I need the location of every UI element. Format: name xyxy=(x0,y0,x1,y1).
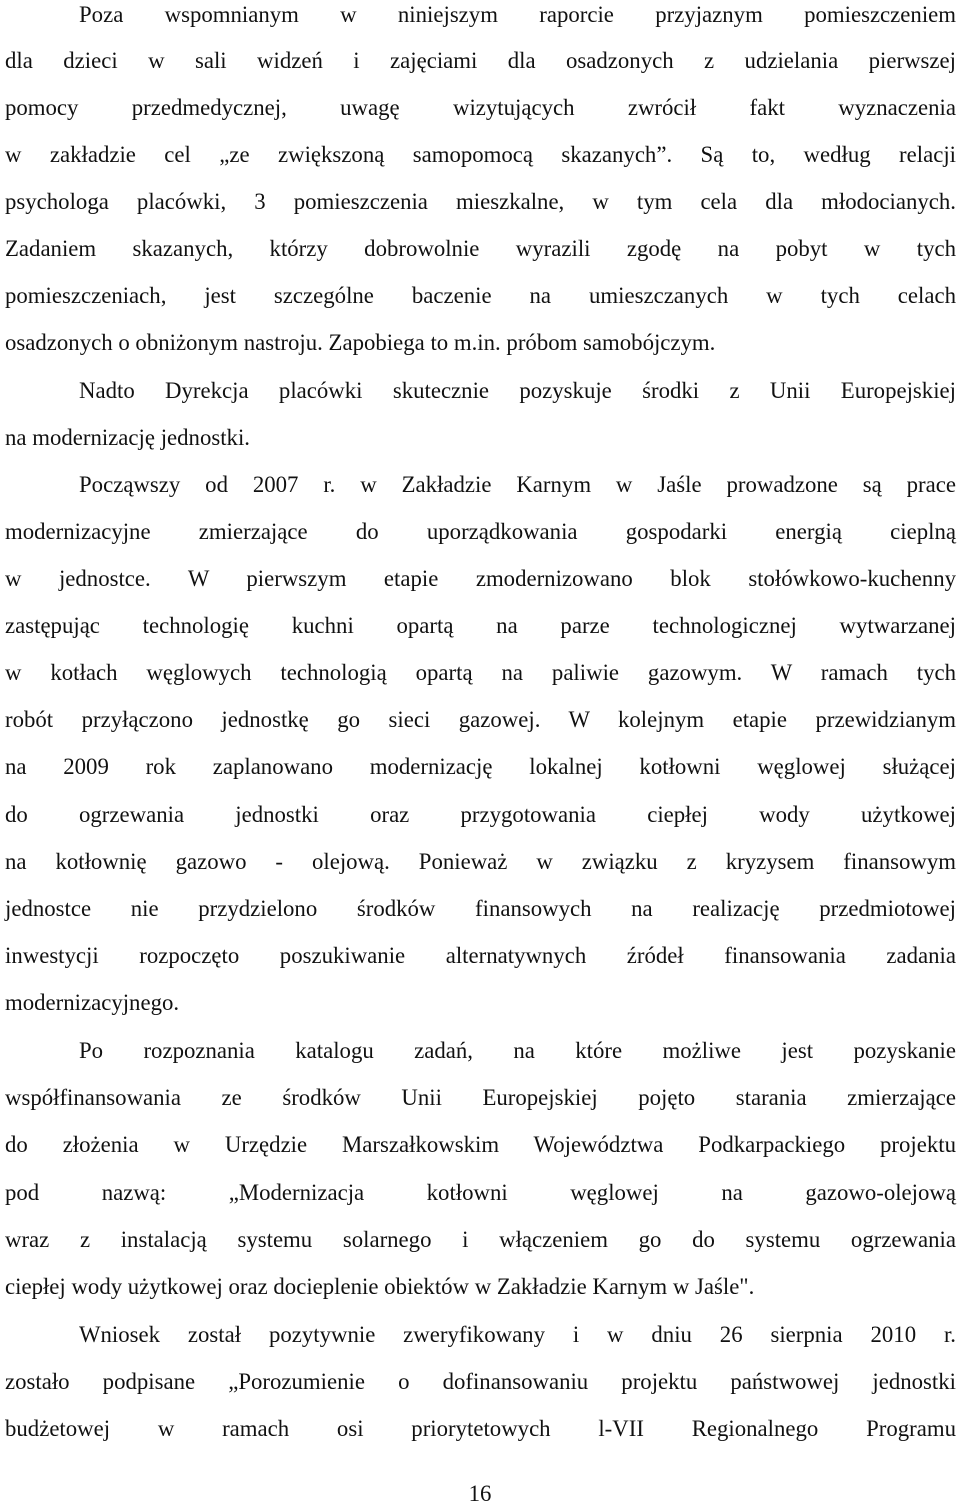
text-line: modernizacyjnego. xyxy=(5,990,180,1015)
text-line: w kotłach węglowych technologią opartą na paliwie gazowym. W ramach tych xyxy=(5,660,956,685)
text-line: ciepłej wody użytkowej oraz docieplenie obiektów w Zakładzie Karnym w Jaśle". xyxy=(5,1274,755,1299)
text-line: na modernizację jednostki. xyxy=(5,425,250,450)
text-line: do złożenia w Urzędzie Marszałkowskim Województwa Podkarpackiego projektu xyxy=(5,1132,956,1157)
text-line: w zakładzie cel „ze zwiększoną samopomocą skazanych”. Są to, według relacji xyxy=(5,142,956,167)
text-line: Zadaniem skazanych, którzy dobrowolnie wyrazili zgodę na pobyt w tych xyxy=(5,236,956,261)
text-line: Nadto Dyrekcja placówki skutecznie pozyskuje środki z Unii Europejskiej xyxy=(79,378,956,403)
text-line: dla dzieci w sali widzeń i zajęciami dla osadzonych z udzielania pierwszej xyxy=(5,48,956,73)
text-line: psychologa placówki, 3 pomieszczenia mieszkalne, w tym cela dla młodocianych. xyxy=(5,189,956,214)
text-line: modernizacyjne zmierzające do uporządkowania gospodarki energią cieplną xyxy=(5,519,956,544)
text-line: zostało podpisane „Porozumienie o dofinansowaniu projektu państwowej jednostki xyxy=(5,1369,956,1394)
text-line: współfinansowania ze środków Unii Europejskiej pojęto starania zmierzające xyxy=(5,1085,956,1110)
text-line: pomieszczeniach, jest szczególne baczenie na umieszczanych w tych celach xyxy=(5,283,956,308)
text-line: do ogrzewania jednostki oraz przygotowania ciepłej wody użytkowej xyxy=(5,802,956,827)
text-line: pomocy przedmedycznej, uwagę wizytujących zwrócił fakt wyznaczenia xyxy=(5,95,956,120)
text-line: zastępując technologię kuchni opartą na parze technologicznej wytwarzanej xyxy=(5,613,956,638)
page-number: 16 xyxy=(468,1481,492,1506)
text-line: na 2009 rok zaplanowano modernizację lokalnej kotłowni węglowej służącej xyxy=(5,754,956,779)
text-line: pod nazwą: „Modernizacja kotłowni węglowej na gazowo-olejową xyxy=(5,1180,956,1205)
text-line: w jednostce. W pierwszym etapie zmodernizowano blok stołówkowo-kuchenny xyxy=(5,566,956,591)
text-line: Wniosek został pozytywnie zweryfikowany i w dniu 26 sierpnia 2010 r. xyxy=(79,1322,956,1347)
text-line: osadzonych o obniżonym nastroju. Zapobiega to m.in. próbom samobójczym. xyxy=(5,330,716,355)
text-line: robót przyłączono jednostkę go sieci gazowej. W kolejnym etapie przewidzianym xyxy=(5,707,956,732)
text-line: Po rozpoznania katalogu zadań, na które możliwe jest pozyskanie xyxy=(79,1038,956,1063)
text-line: na kotłownię gazowo - olejową. Ponieważ w związku z kryzysem finansowym xyxy=(5,849,956,874)
text-line: jednostce nie przydzielono środków finansowych na realizację przedmiotowej xyxy=(5,896,956,921)
text-line: Poza wspomnianym w niniejszym raporcie przyjaznym pomieszczeniem xyxy=(79,2,956,27)
text-line: budżetowej w ramach osi priorytetowych l-VII Regionalnego Programu xyxy=(5,1416,956,1441)
text-line: inwestycji rozpoczęto poszukiwanie alternatywnych źródeł finansowania zadania xyxy=(5,943,956,968)
text-line: Począwszy od 2007 r. w Zakładzie Karnym w Jaśle prowadzone są prace xyxy=(79,472,956,497)
text-line: wraz z instalacją systemu solarnego i włączeniem go do systemu ogrzewania xyxy=(5,1227,956,1252)
